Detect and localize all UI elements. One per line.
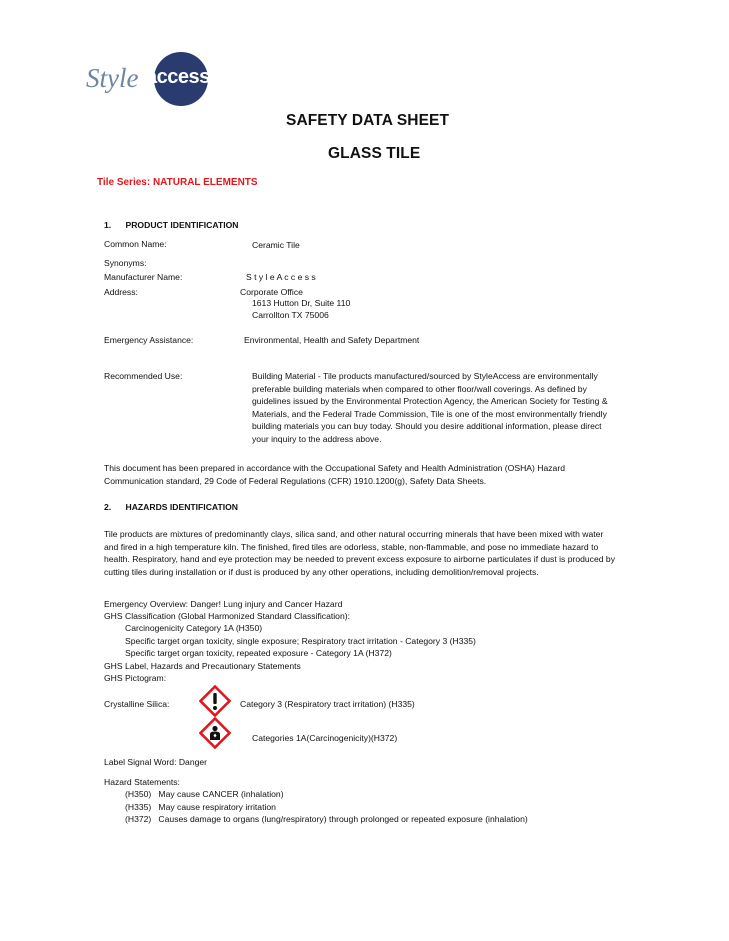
exclamation-pictogram-icon bbox=[199, 685, 231, 717]
hazard-item-2: (H335) May cause respiratory irritation bbox=[125, 802, 276, 812]
page-subtitle: GLASS TILE bbox=[328, 145, 421, 162]
pictogram-2-text: Categories 1A(Carcinogenicity)(H372) bbox=[252, 733, 398, 743]
emergency-overview: Emergency Overview: Danger! Lung injury and Cancer Hazard bbox=[104, 599, 343, 609]
ghs-classification: GHS Classification (Global Harmonized Standard Classification): bbox=[104, 611, 350, 621]
ghs-pictogram-label: GHS Pictogram: bbox=[104, 673, 167, 683]
logo-circle-text: access bbox=[146, 66, 210, 88]
osha-statement: This document has been prepared in accordance with the Occupational Safety and Health Administration (OSHA) Hazard Communication standard, 29 Code of Federal Regulations (CFR) 1910.1200(g), Safety Data Sheets. bbox=[104, 463, 565, 486]
recommended-use-label: Recommended Use: bbox=[104, 371, 183, 381]
synonyms-label: Synonyms: bbox=[104, 258, 147, 268]
recommended-use-text: Building Material - Tile products manufactured/sourced by StyleAccess are environmentally preferable building materials when compared to other floor/wall coverings. As defined by guidelines issued by the Environmental Protection Agency, the American Society for Testing & Materials, and the Federal Trade Commission, Tile is one of the most environmentally friendly building materials you can buy today. Should you desire additional information, please direct your inquiry to the address above. bbox=[252, 371, 608, 444]
emergency-value: Environmental, Health and Safety Department bbox=[244, 335, 420, 345]
common-name-label: Common Name: bbox=[104, 239, 167, 249]
hazard-item-3: (H372) Causes damage to organs (lung/respiratory) through prolonged or repeated exposure (inhalation) bbox=[125, 814, 528, 824]
manufacturer-value: S t y l e A c c e s s bbox=[246, 272, 316, 282]
ghs-item-3: Specific target organ toxicity, repeated exposure - Category 1A (H372) bbox=[125, 648, 392, 658]
pictogram-1-text: Category 3 (Respiratory tract irritation) (H335) bbox=[240, 699, 415, 709]
ghs-item-2: Specific target organ toxicity, single exposure; Respiratory tract irritation - Category 3 (H335) bbox=[125, 636, 476, 646]
crystalline-silica-label: Crystalline Silica: bbox=[104, 699, 170, 709]
address-line-3: Carrollton TX 75006 bbox=[252, 310, 329, 320]
ghs-item-1: Carcinogenicity Category 1A (H350) bbox=[125, 623, 263, 633]
tile-series: Tile Series: NATURAL ELEMENTS bbox=[97, 177, 258, 188]
hazards-intro: Tile products are mixtures of predominantly clays, silica sand, and other natural occurring minerals that have been mixed with water and fired in a high temperature kiln. The finished, fired tiles are odorless, stable, non-flammable, and pose no immediate hazard to health. Respiratory, hand and eye protection may be needed to prevent excess exposure to airborne particulates if dust is produced by cutting tiles during installation or if dust is produced by any other operations, including demolition/removal projects. bbox=[104, 529, 615, 577]
hazard-statements-heading: Hazard Statements: bbox=[104, 777, 180, 787]
health-hazard-pictogram-icon bbox=[199, 717, 231, 749]
logo-script-text: Style bbox=[86, 63, 139, 93]
emergency-label: Emergency Assistance: bbox=[104, 335, 194, 345]
address-line-1: Corporate Office bbox=[240, 287, 303, 297]
hazard-item-1: (H350) May cause CANCER (inhalation) bbox=[125, 789, 284, 799]
section-1-heading: 1. PRODUCT IDENTIFICATION bbox=[104, 220, 239, 230]
ghs-label-statements: GHS Label, Hazards and Precautionary Statements bbox=[104, 661, 301, 671]
page-title: SAFETY DATA SHEET bbox=[286, 112, 450, 129]
company-logo bbox=[86, 52, 216, 108]
section-2-heading: 2. HAZARDS IDENTIFICATION bbox=[104, 502, 238, 512]
manufacturer-label: Manufacturer Name: bbox=[104, 272, 183, 282]
common-name-value: Ceramic Tile bbox=[252, 240, 300, 250]
address-label: Address: bbox=[104, 287, 138, 297]
label-signal-word: Label Signal Word: Danger bbox=[104, 757, 208, 767]
address-line-2: 1613 Hutton Dr, Suite 110 bbox=[252, 298, 351, 308]
